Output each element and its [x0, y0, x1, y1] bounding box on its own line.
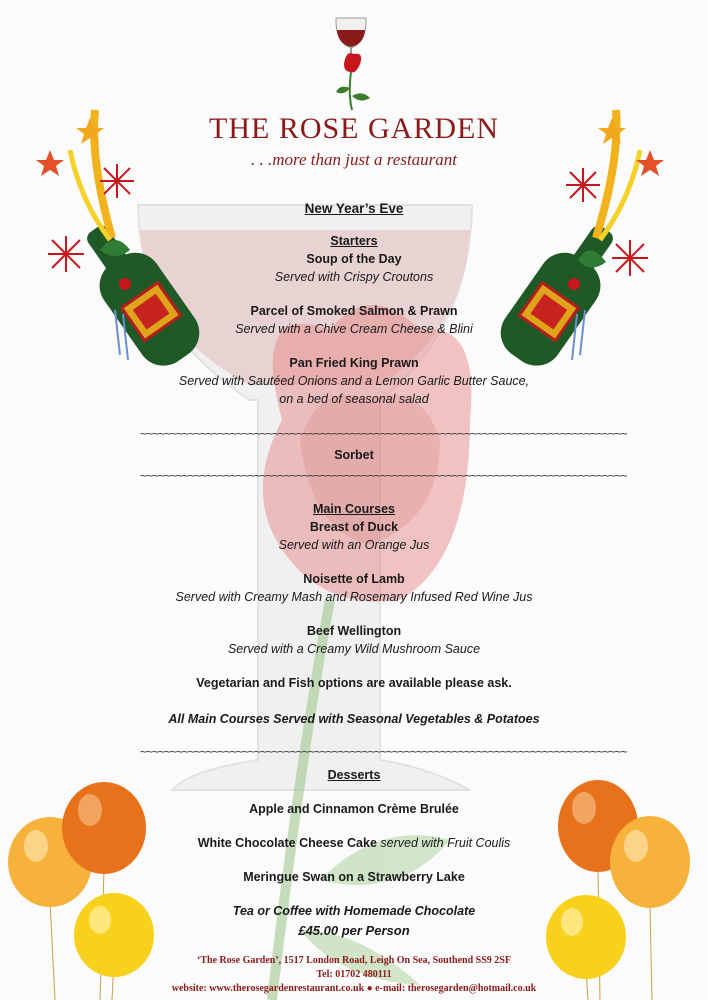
- price: £45.00 per Person: [298, 923, 410, 938]
- dish-description: Served with Crispy Croutons: [274, 270, 434, 284]
- starters-heading: Starters: [330, 234, 378, 248]
- dish-description: Served with a Chive Cream Cheese & Blini: [235, 322, 473, 336]
- starter-item: [140, 302, 568, 338]
- dish-name: Noisette of Lamb: [303, 572, 405, 586]
- event-title: New Year’s Eve: [304, 201, 404, 216]
- footer-website: website: www.therosegardenrestaurant.co.uk ● e-mail: therosegarden@hotmail.co.uk: [171, 983, 537, 994]
- footer-address: ‘The Rose Garden’, 1517 London Road, Leigh On Sea, Southend SS9 2SF: [197, 955, 511, 966]
- dish-name: Soup of the Day: [306, 252, 402, 266]
- dish-name: Pan Fried King Prawn: [289, 356, 419, 370]
- starter-item: [140, 354, 568, 408]
- starter-item: [140, 250, 568, 286]
- dish-description: Served with Sautéed Onions and a Lemon Garlic Butter Sauce,: [178, 374, 530, 388]
- dish-name: Parcel of Smoked Salmon & Prawn: [250, 304, 458, 318]
- dish-description: served with Fruit Coulis: [380, 836, 511, 850]
- restaurant-name: THE ROSE GARDEN: [209, 112, 499, 145]
- desserts-heading: Desserts: [327, 768, 381, 782]
- dish-description: Served with Creamy Mash and Rosemary Infused Red Wine Jus: [175, 590, 533, 604]
- vegetarian-note: Vegetarian and Fish options are available please ask.: [196, 676, 512, 690]
- dish-description-continued: on a bed of seasonal salad: [279, 392, 429, 406]
- divider: ~~~~~~~~~~~~~~~~~~~~~~~~~~~~~~~~~~~~~~~~~~~~~~~~~~~~~~~~~~~~~~~~~~~~~~~~~~~~~~~~~: [140, 745, 627, 759]
- main-item: [140, 570, 568, 606]
- main-courses-heading: Main Courses: [313, 502, 395, 516]
- divider: ~~~~~~~~~~~~~~~~~~~~~~~~~~~~~~~~~~~~~~~~~~~~~~~~~~~~~~~~~~~~~~~~~~~~~~~~~~~~~~~~~: [140, 427, 627, 441]
- dessert-item: Meringue Swan on a Strawberry Lake: [243, 870, 465, 884]
- dish-name: White Chocolate Cheese Cake: [197, 836, 377, 850]
- dessert-item: Tea or Coffee with Homemade Chocolate: [232, 904, 476, 918]
- dish-name: Breast of Duck: [309, 520, 399, 534]
- main-item: [140, 518, 568, 554]
- sorbet-course: Sorbet: [334, 448, 374, 462]
- dessert-item: Apple and Cinnamon Crème Brulée: [249, 802, 459, 816]
- sides-note: All Main Courses Served with Seasonal Vegetables & Potatoes: [168, 712, 540, 726]
- footer-telephone: Tel: 01702 480111: [316, 969, 392, 980]
- dish-description: Served with an Orange Jus: [278, 538, 430, 552]
- dish-name: Beef Wellington: [306, 624, 402, 638]
- main-item: [140, 622, 568, 658]
- tagline: . . .more than just a restaurant: [250, 150, 458, 169]
- divider: ~~~~~~~~~~~~~~~~~~~~~~~~~~~~~~~~~~~~~~~~~~~~~~~~~~~~~~~~~~~~~~~~~~~~~~~~~~~~~~~~~: [140, 469, 627, 483]
- footer: [0, 954, 708, 996]
- rose-glass-logo-icon: [326, 14, 376, 114]
- menu: [140, 200, 627, 940]
- dessert-item: [140, 834, 568, 852]
- dish-description: Served with a Creamy Wild Mushroom Sauce: [227, 642, 481, 656]
